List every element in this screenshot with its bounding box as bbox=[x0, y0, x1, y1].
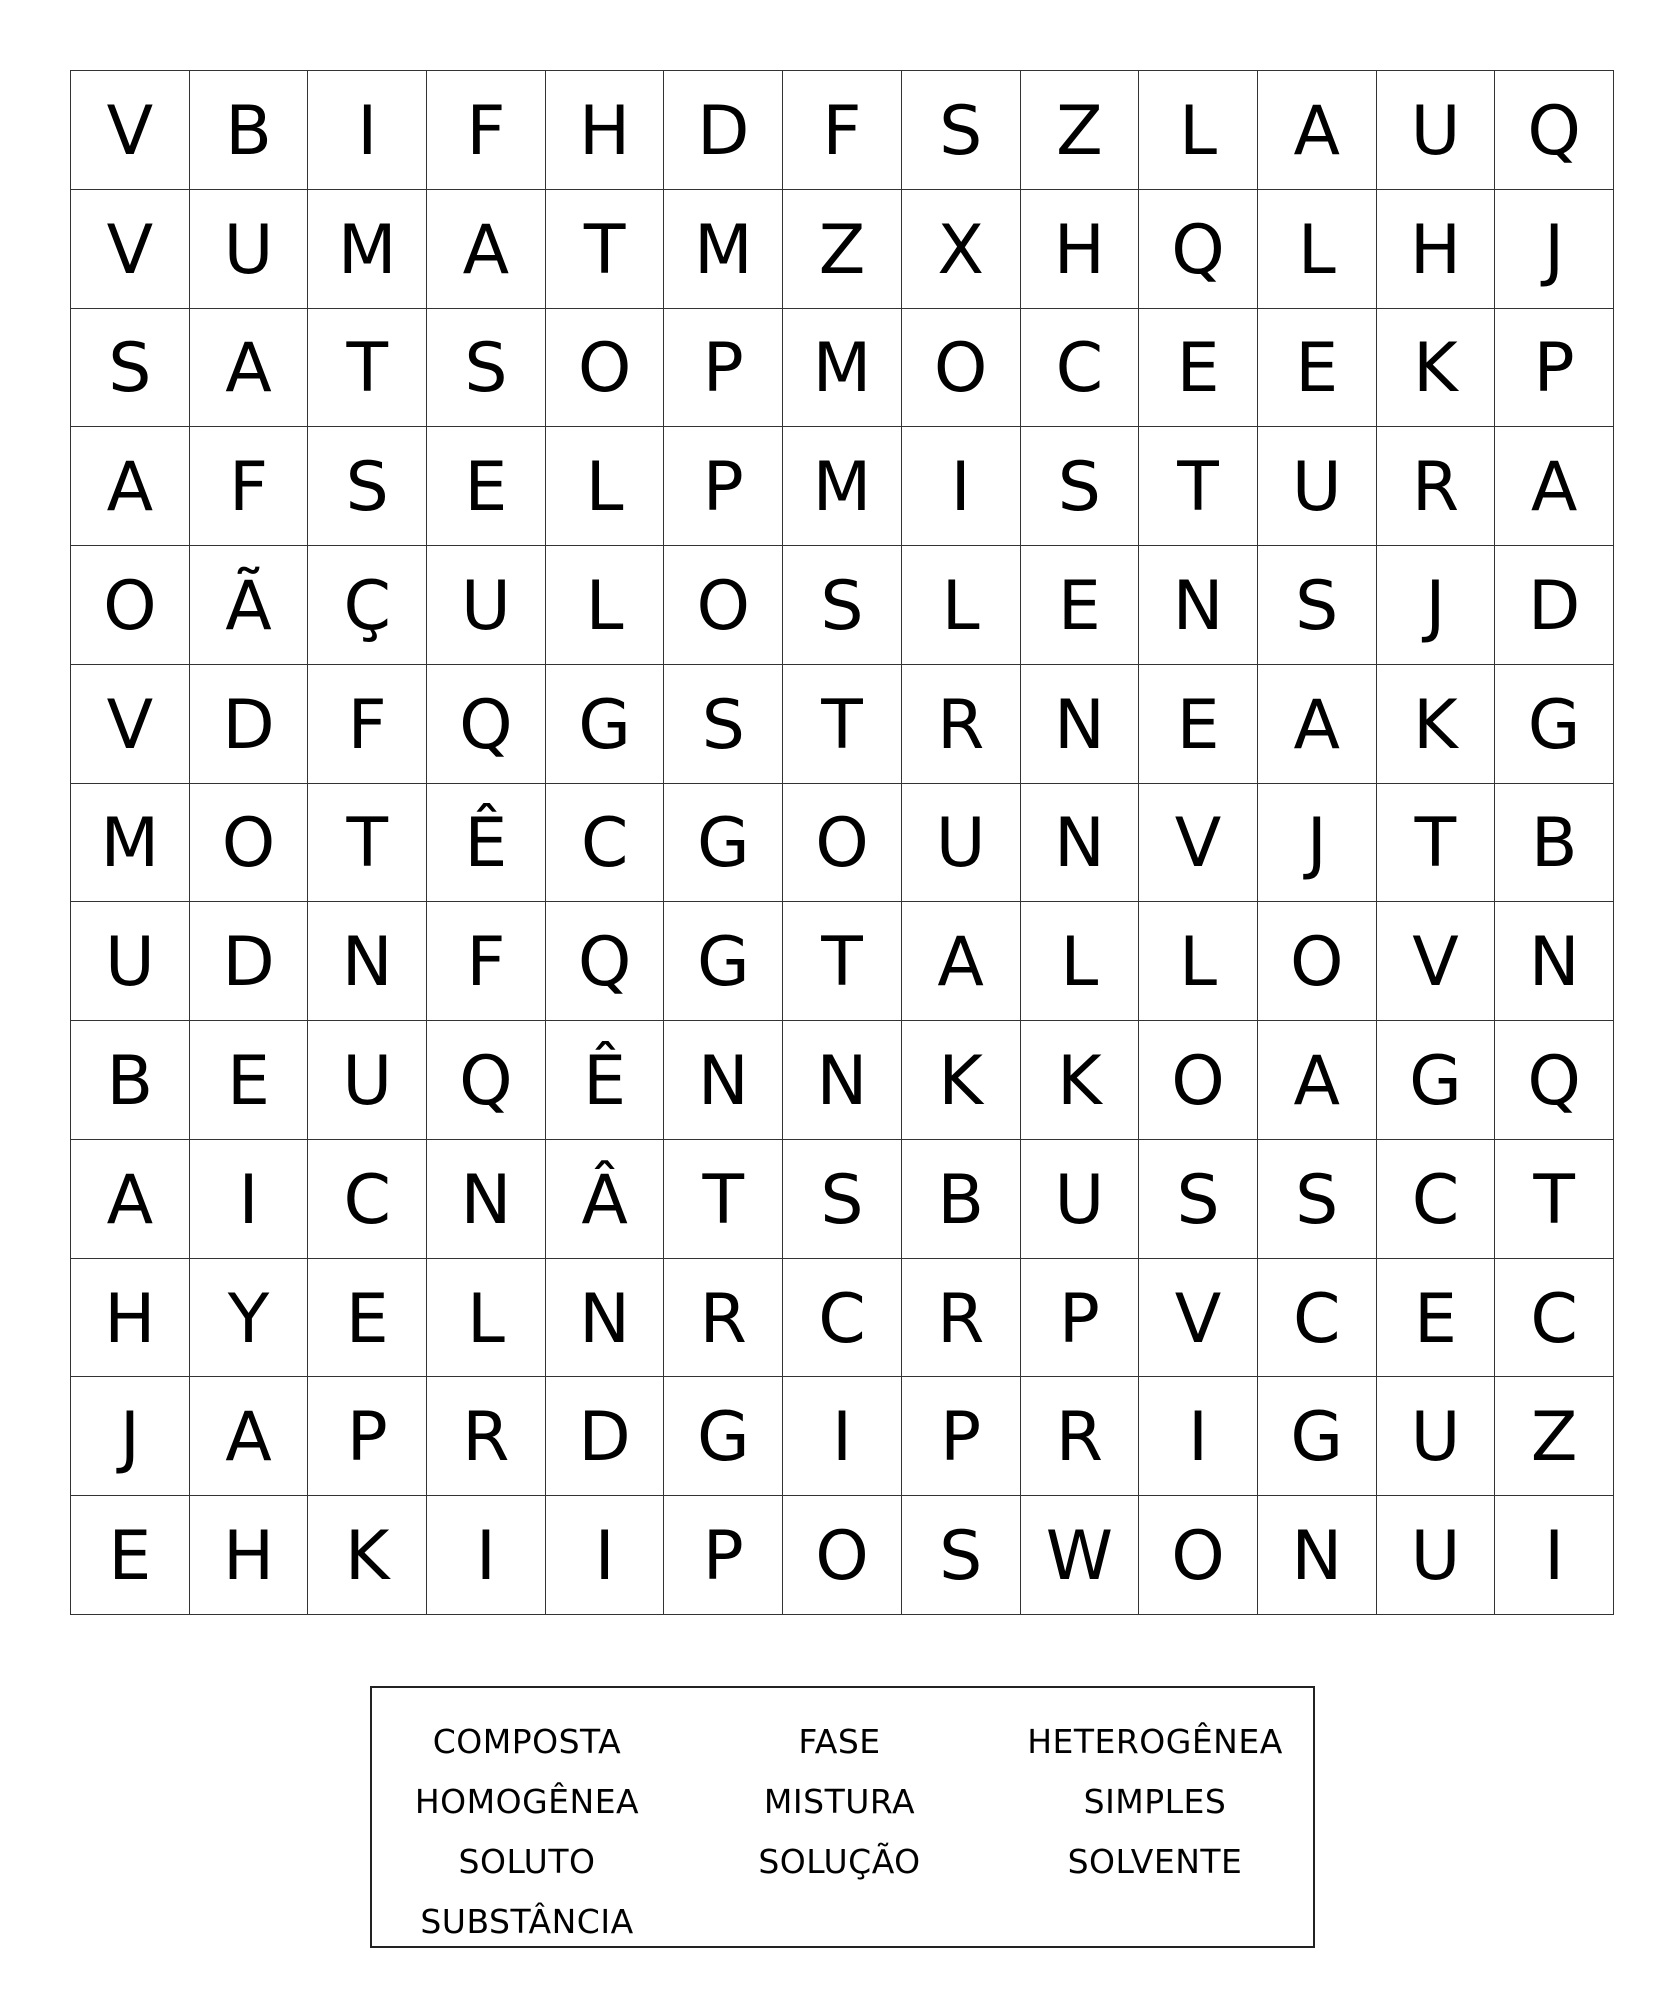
grid-cell[interactable]: O bbox=[902, 309, 1021, 428]
grid-cell[interactable]: T bbox=[308, 784, 427, 903]
grid-cell[interactable]: Q bbox=[427, 1021, 546, 1140]
grid-cell[interactable]: R bbox=[902, 665, 1021, 784]
grid-cell[interactable]: C bbox=[783, 1259, 902, 1378]
grid-cell[interactable]: F bbox=[190, 427, 309, 546]
grid-cell[interactable]: D bbox=[664, 71, 783, 190]
grid-cell[interactable]: A bbox=[190, 309, 309, 428]
grid-cell[interactable]: T bbox=[664, 1140, 783, 1259]
grid-cell[interactable]: O bbox=[783, 1496, 902, 1615]
grid-cell[interactable]: B bbox=[190, 71, 309, 190]
word-list-column-3 bbox=[997, 1712, 1313, 1892]
grid-cell[interactable]: N bbox=[783, 1021, 902, 1140]
grid-cell[interactable]: L bbox=[902, 546, 1021, 665]
grid-cell[interactable]: O bbox=[1139, 1021, 1258, 1140]
grid-cell[interactable]: H bbox=[1021, 190, 1140, 309]
grid-cell[interactable]: P bbox=[1495, 309, 1614, 428]
grid-cell[interactable]: J bbox=[1495, 190, 1614, 309]
grid-cell[interactable]: C bbox=[1495, 1259, 1614, 1378]
grid-cell[interactable]: R bbox=[427, 1377, 546, 1496]
grid-cell[interactable]: C bbox=[1021, 309, 1140, 428]
grid-cell[interactable]: M bbox=[71, 784, 190, 903]
grid-cell[interactable]: E bbox=[71, 1496, 190, 1615]
grid-cell[interactable]: J bbox=[1258, 784, 1377, 903]
grid-cell[interactable]: D bbox=[190, 665, 309, 784]
grid-cell[interactable]: P bbox=[1021, 1259, 1140, 1378]
grid-cell[interactable]: S bbox=[71, 309, 190, 428]
grid-cell[interactable]: K bbox=[308, 1496, 427, 1615]
word-item: SOLUTO bbox=[458, 1842, 596, 1881]
grid-cell[interactable]: M bbox=[783, 427, 902, 546]
grid-cell[interactable]: A bbox=[71, 1140, 190, 1259]
grid-cell[interactable]: Q bbox=[1495, 71, 1614, 190]
grid-cell[interactable]: N bbox=[308, 902, 427, 1021]
grid-cell[interactable]: N bbox=[546, 1259, 665, 1378]
grid-cell[interactable]: P bbox=[664, 1496, 783, 1615]
grid-cell[interactable]: U bbox=[1377, 1377, 1496, 1496]
grid-cell[interactable]: M bbox=[308, 190, 427, 309]
grid-cell[interactable]: I bbox=[902, 427, 1021, 546]
grid-cell[interactable]: J bbox=[71, 1377, 190, 1496]
grid-cell[interactable]: S bbox=[902, 1496, 1021, 1615]
word-item: SUBSTÂNCIA bbox=[420, 1902, 634, 1941]
grid-cell[interactable]: I bbox=[1495, 1496, 1614, 1615]
word-list-column-1 bbox=[372, 1712, 682, 1952]
grid-cell[interactable]: N bbox=[427, 1140, 546, 1259]
grid-cell[interactable]: I bbox=[783, 1377, 902, 1496]
grid-cell[interactable]: K bbox=[1377, 665, 1496, 784]
grid-cell[interactable]: W bbox=[1021, 1496, 1140, 1615]
grid-cell[interactable]: V bbox=[71, 665, 190, 784]
grid-cell[interactable]: O bbox=[546, 309, 665, 428]
grid-cell[interactable]: T bbox=[1377, 784, 1496, 903]
grid-cell[interactable]: M bbox=[664, 190, 783, 309]
grid-cell[interactable]: Ã bbox=[190, 546, 309, 665]
grid-cell[interactable]: D bbox=[546, 1377, 665, 1496]
grid-cell[interactable]: C bbox=[308, 1140, 427, 1259]
grid-cell[interactable]: U bbox=[1258, 427, 1377, 546]
grid-cell[interactable]: F bbox=[427, 71, 546, 190]
grid-cell[interactable]: Z bbox=[1021, 71, 1140, 190]
grid-cell[interactable]: T bbox=[783, 665, 902, 784]
grid-cell[interactable]: G bbox=[664, 902, 783, 1021]
grid-cell[interactable]: V bbox=[1377, 902, 1496, 1021]
word-item: HOMOGÊNEA bbox=[414, 1782, 640, 1821]
grid-cell[interactable]: Q bbox=[1495, 1021, 1614, 1140]
word-item: SOLUÇÃO bbox=[758, 1842, 921, 1881]
grid-cell[interactable]: O bbox=[190, 784, 309, 903]
word-search-grid bbox=[70, 70, 1614, 1615]
grid-cell[interactable]: V bbox=[1139, 1259, 1258, 1378]
grid-cell[interactable]: H bbox=[546, 71, 665, 190]
grid-cell[interactable]: L bbox=[1139, 71, 1258, 190]
grid-cell[interactable]: N bbox=[1021, 784, 1140, 903]
grid-cell[interactable]: N bbox=[664, 1021, 783, 1140]
grid-cell[interactable]: U bbox=[190, 190, 309, 309]
grid-cell[interactable]: D bbox=[190, 902, 309, 1021]
grid-cell[interactable]: L bbox=[546, 427, 665, 546]
grid-cell[interactable]: S bbox=[783, 546, 902, 665]
grid-cell[interactable]: O bbox=[71, 546, 190, 665]
grid-cell[interactable]: P bbox=[664, 309, 783, 428]
grid-cell[interactable]: A bbox=[1258, 665, 1377, 784]
grid-cell[interactable]: D bbox=[1495, 546, 1614, 665]
grid-cell[interactable]: H bbox=[190, 1496, 309, 1615]
grid-cell[interactable]: P bbox=[902, 1377, 1021, 1496]
grid-cell[interactable]: B bbox=[1495, 784, 1614, 903]
grid-cell[interactable]: J bbox=[1377, 546, 1496, 665]
grid-cell[interactable]: M bbox=[783, 309, 902, 428]
grid-cell[interactable]: F bbox=[427, 902, 546, 1021]
grid-cell[interactable]: C bbox=[546, 784, 665, 903]
grid-cell[interactable]: Z bbox=[783, 190, 902, 309]
grid-cell[interactable]: I bbox=[308, 71, 427, 190]
word-item: COMPOSTA bbox=[432, 1722, 622, 1761]
grid-cell[interactable]: E bbox=[1139, 309, 1258, 428]
word-item: SIMPLES bbox=[1083, 1782, 1227, 1821]
grid-cell[interactable]: U bbox=[308, 1021, 427, 1140]
grid-cell[interactable]: E bbox=[427, 427, 546, 546]
word-item: FASE bbox=[798, 1722, 881, 1761]
grid-cell[interactable]: E bbox=[1021, 546, 1140, 665]
grid-cell[interactable]: U bbox=[1377, 1496, 1496, 1615]
grid-cell[interactable]: Y bbox=[190, 1259, 309, 1378]
grid-cell[interactable]: L bbox=[546, 546, 665, 665]
grid-cell[interactable]: A bbox=[1495, 427, 1614, 546]
grid-cell[interactable]: R bbox=[902, 1259, 1021, 1378]
grid-cell[interactable]: O bbox=[1139, 1496, 1258, 1615]
grid-cell[interactable]: B bbox=[71, 1021, 190, 1140]
grid-cell[interactable]: P bbox=[308, 1377, 427, 1496]
grid-cell[interactable]: O bbox=[1258, 902, 1377, 1021]
grid-cell[interactable]: A bbox=[190, 1377, 309, 1496]
grid-cell[interactable]: N bbox=[1021, 665, 1140, 784]
grid-cell[interactable]: G bbox=[1377, 1021, 1496, 1140]
grid-cell[interactable]: Ç bbox=[308, 546, 427, 665]
grid-cell[interactable]: U bbox=[427, 546, 546, 665]
grid-cell[interactable]: I bbox=[427, 1496, 546, 1615]
grid-cell[interactable]: I bbox=[546, 1496, 665, 1615]
grid-cell[interactable]: N bbox=[1258, 1496, 1377, 1615]
grid-cell[interactable]: G bbox=[546, 665, 665, 784]
grid-cell[interactable]: T bbox=[1495, 1140, 1614, 1259]
grid-cell[interactable]: U bbox=[1377, 71, 1496, 190]
grid-cell[interactable]: B bbox=[902, 1140, 1021, 1259]
grid-cell[interactable]: C bbox=[1377, 1140, 1496, 1259]
grid-cell[interactable]: A bbox=[1258, 1021, 1377, 1140]
grid-cell[interactable]: Ê bbox=[546, 1021, 665, 1140]
grid-cell[interactable]: Ê bbox=[427, 784, 546, 903]
grid-cell[interactable]: U bbox=[1021, 1140, 1140, 1259]
grid-cell[interactable]: I bbox=[1139, 1377, 1258, 1496]
word-item: SOLVENTE bbox=[1067, 1842, 1243, 1881]
grid-cell[interactable]: V bbox=[1139, 784, 1258, 903]
grid-cell[interactable]: K bbox=[902, 1021, 1021, 1140]
grid-cell[interactable]: R bbox=[664, 1259, 783, 1378]
grid-cell[interactable]: E bbox=[1258, 309, 1377, 428]
grid-cell[interactable]: Q bbox=[427, 665, 546, 784]
grid-cell[interactable]: O bbox=[664, 546, 783, 665]
grid-cell[interactable]: K bbox=[1021, 1021, 1140, 1140]
grid-cell[interactable]: E bbox=[190, 1021, 309, 1140]
grid-cell[interactable]: L bbox=[1139, 902, 1258, 1021]
grid-cell[interactable]: A bbox=[71, 427, 190, 546]
grid-cell[interactable]: H bbox=[1377, 190, 1496, 309]
grid-cell[interactable]: Z bbox=[1495, 1377, 1614, 1496]
grid-cell[interactable]: T bbox=[546, 190, 665, 309]
word-list-column-2 bbox=[682, 1712, 997, 1892]
grid-cell[interactable]: S bbox=[664, 665, 783, 784]
grid-cell[interactable]: S bbox=[1258, 1140, 1377, 1259]
grid-cell[interactable]: A bbox=[1258, 71, 1377, 190]
grid-cell[interactable]: V bbox=[71, 71, 190, 190]
grid-cell[interactable]: P bbox=[664, 427, 783, 546]
word-item: HETEROGÊNEA bbox=[1027, 1722, 1283, 1761]
grid-cell[interactable]: H bbox=[71, 1259, 190, 1378]
grid-cell[interactable]: U bbox=[71, 902, 190, 1021]
grid-cell[interactable]: Q bbox=[1139, 190, 1258, 309]
grid-cell[interactable]: E bbox=[1377, 1259, 1496, 1378]
grid-cell[interactable]: X bbox=[902, 190, 1021, 309]
grid-cell[interactable]: G bbox=[664, 1377, 783, 1496]
grid-cell[interactable]: E bbox=[308, 1259, 427, 1378]
grid-cell[interactable]: T bbox=[783, 902, 902, 1021]
grid-cell[interactable]: L bbox=[1021, 902, 1140, 1021]
grid-cell[interactable]: S bbox=[783, 1140, 902, 1259]
word-list-box bbox=[370, 1686, 1315, 1948]
grid-cell[interactable]: R bbox=[1377, 427, 1496, 546]
grid-cell[interactable]: U bbox=[902, 784, 1021, 903]
grid-cell[interactable]: S bbox=[308, 427, 427, 546]
grid-cell[interactable]: G bbox=[664, 784, 783, 903]
grid-cell[interactable]: S bbox=[1021, 427, 1140, 546]
grid-cell[interactable]: N bbox=[1495, 902, 1614, 1021]
grid-cell[interactable]: A bbox=[427, 190, 546, 309]
grid-cell[interactable]: T bbox=[1139, 427, 1258, 546]
grid-cell[interactable]: T bbox=[308, 309, 427, 428]
grid-cell[interactable]: N bbox=[1139, 546, 1258, 665]
grid-cell[interactable]: C bbox=[1258, 1259, 1377, 1378]
grid-cell[interactable]: Q bbox=[546, 902, 665, 1021]
grid-cell[interactable]: O bbox=[783, 784, 902, 903]
grid-cell[interactable]: L bbox=[1258, 190, 1377, 309]
grid-cell[interactable]: G bbox=[1495, 665, 1614, 784]
grid-cell[interactable]: V bbox=[71, 190, 190, 309]
grid-cell[interactable]: R bbox=[1021, 1377, 1140, 1496]
word-item: MISTURA bbox=[763, 1782, 916, 1821]
grid-cell[interactable]: S bbox=[427, 309, 546, 428]
grid-cell[interactable]: F bbox=[783, 71, 902, 190]
grid-cell[interactable]: I bbox=[190, 1140, 309, 1259]
grid-cell[interactable]: E bbox=[1139, 665, 1258, 784]
grid-cell[interactable]: G bbox=[1258, 1377, 1377, 1496]
grid-cell[interactable]: S bbox=[1139, 1140, 1258, 1259]
grid-cell[interactable]: L bbox=[427, 1259, 546, 1378]
grid-cell[interactable]: S bbox=[1258, 546, 1377, 665]
grid-cell[interactable]: A bbox=[902, 902, 1021, 1021]
grid-cell[interactable]: K bbox=[1377, 309, 1496, 428]
grid-cell[interactable]: S bbox=[902, 71, 1021, 190]
grid-cell[interactable]: F bbox=[308, 665, 427, 784]
grid-cell[interactable]: Â bbox=[546, 1140, 665, 1259]
